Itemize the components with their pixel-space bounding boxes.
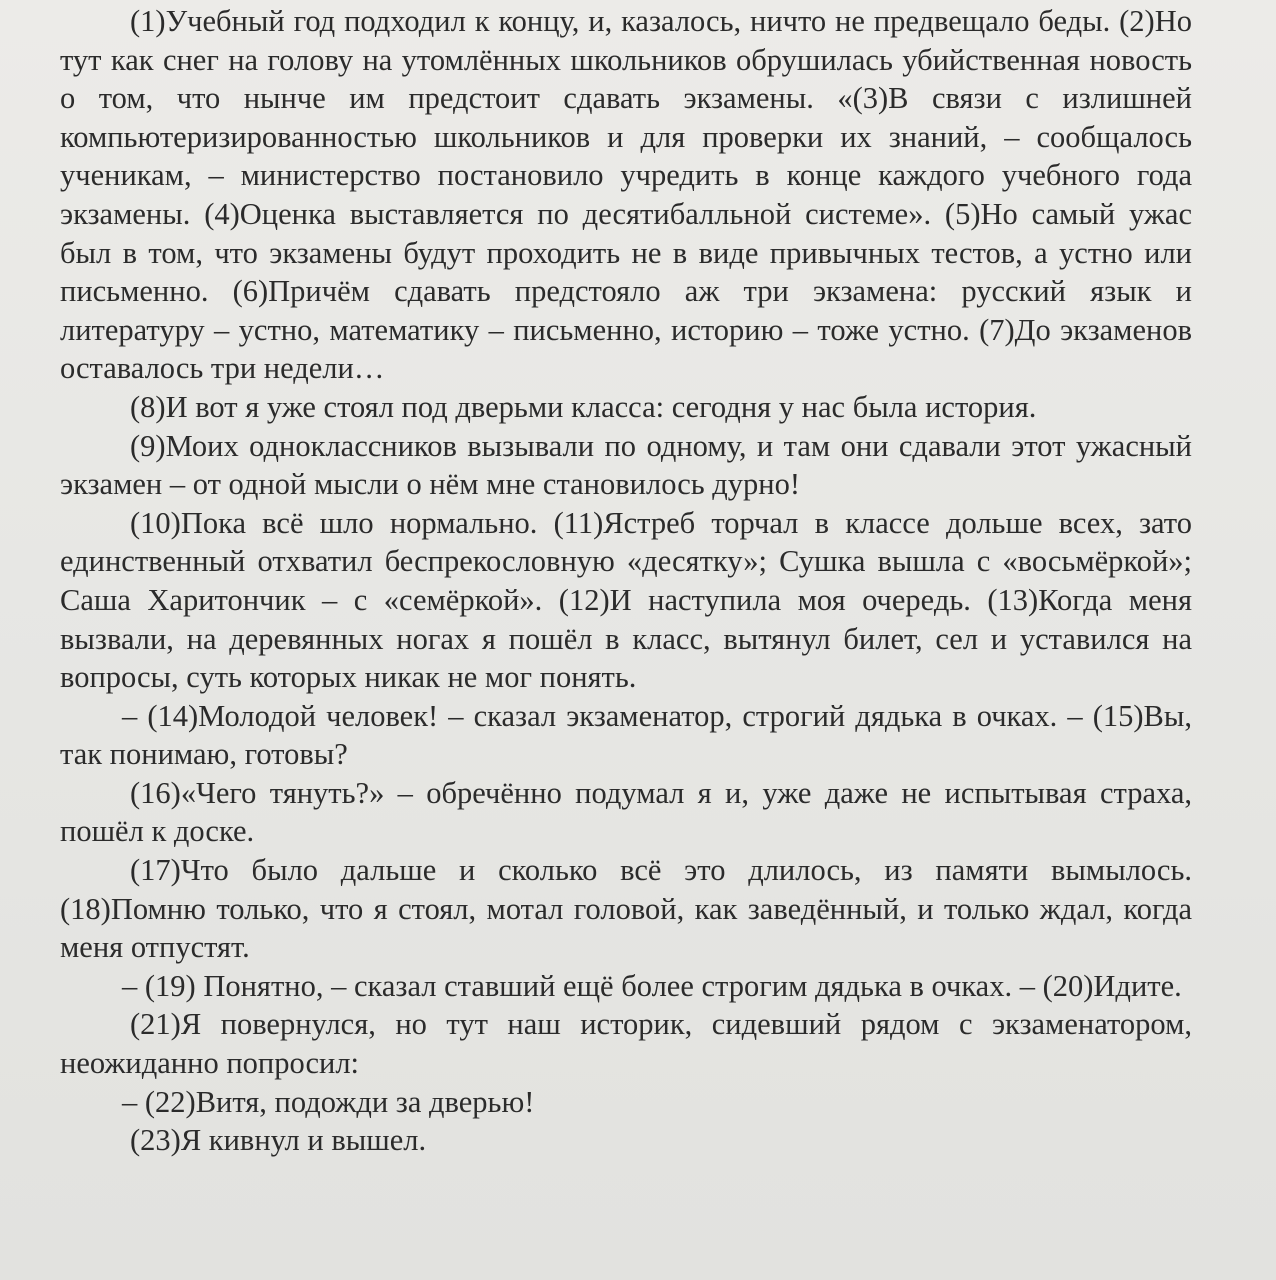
paragraph-2: (8)И вот я уже стоял под дверьми класса: сегодня у нас была история. [130, 389, 1037, 424]
paragraph-5: – (14)Молодой человек! – сказал экзаменатор, строгий дядька в очках. – (15)Вы, так понимаю, готовы? [60, 698, 1192, 772]
paragraph-3: (9)Моих одноклассников вызывали по одному, и там они сдавали этот ужасный экзамен – от одной мысли о нём мне становилось дурно! [60, 428, 1192, 502]
paragraph-1: (1)Учебный год подходил к концу, и, казалось, ничто не предвещало беды. (2)Но тут как снег на голову на утомлённых школьников обрушилась убийственная новость о том, что нынче им предстоит сдавать экзамены. «(3)В связи с излишней компьютеризированностью школьников и для проверки их знаний, – сообщалось ученикам, – министерство постановило учредить в конце каждого учебного года экзамены. (4)Оценка выставляется по десятибалльной системе». (5)Но самый ужас был в том, что экзамены будут проходить не в виде привычных тестов, а устно или письменно. (6)Причём сдавать предстояло аж три экзамена: русский язык и литературу – устно, математику – письменно, историю – тоже устно. (7)До экзаменов оставалось три недели… [60, 4, 1192, 386]
paragraph-8: – (19) Понятно, – сказал ставший ещё более строгим дядька в очках. – (20)Идите. [122, 968, 1182, 1003]
paragraph-6: (16)«Чего тянуть?» – обречённо подумал я и, уже даже не испытывая страха, пошёл к доске. [60, 775, 1192, 849]
paragraph-11: (23)Я кивнул и вышел. [130, 1123, 427, 1158]
article-text [60, 2, 1192, 1160]
paragraph-9: (21)Я повернулся, но тут наш историк, сидевший рядом с экзаменатором, неожиданно попросил: [60, 1007, 1192, 1081]
paragraph-4: (10)Пока всё шло нормально. (11)Ястреб торчал в классе дольше всех, зато единственный отхватил беспрекословную «десятку»; Сушка вышла с «восьмёркой»; Саша Харитончик – с «семёркой». (12)И наступила моя очередь. (13)Когда меня вызвали, на деревянных ногах я пошёл в класс, вытянул билет, сел и уставился на вопросы, суть которых никак не мог понять. [60, 505, 1192, 695]
paragraph-7: (17)Что было дальше и сколько всё это длилось, из памяти вымылось. (18)Помню только, что я стоял, мотал головой, как заведённый, и только ждал, когда меня отпустят. [60, 853, 1192, 965]
paragraph-10: – (22)Витя, подожди за дверью! [122, 1084, 535, 1119]
